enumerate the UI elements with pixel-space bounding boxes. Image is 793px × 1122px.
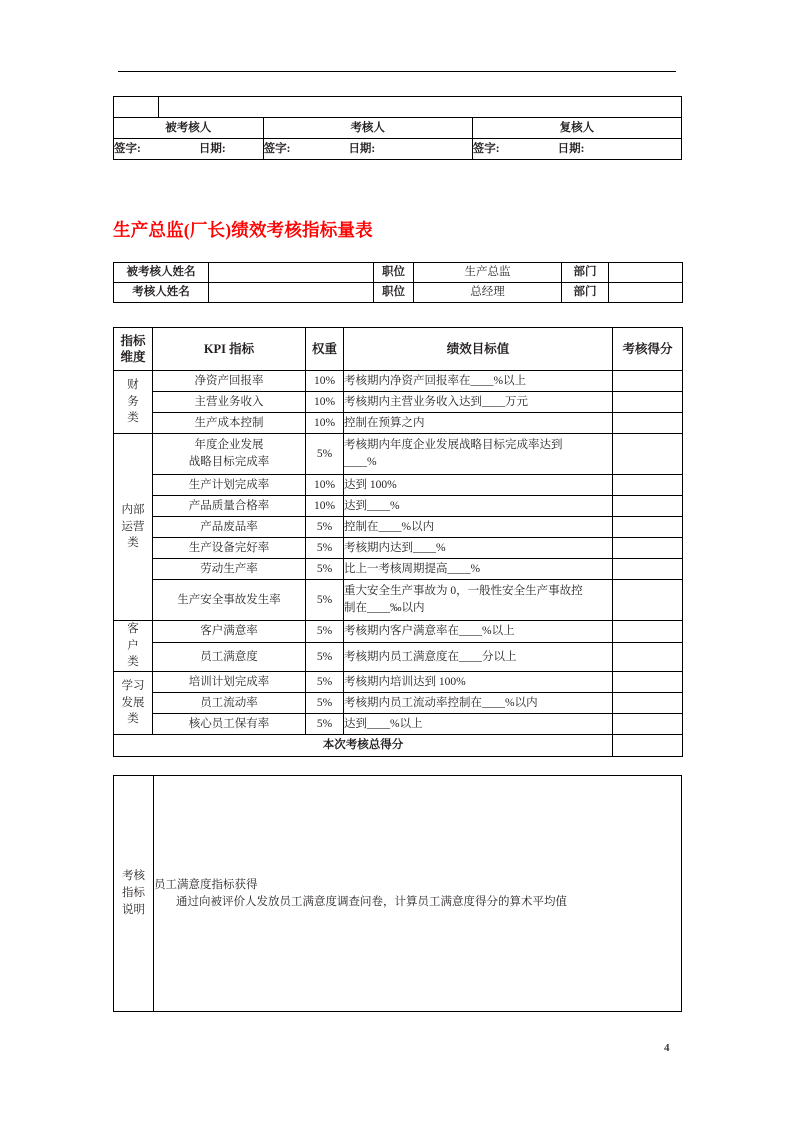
signature-table <box>113 96 682 160</box>
dimension-char: 户 <box>127 639 139 652</box>
appraisee-position-label: 职位 <box>374 263 414 283</box>
signature-fields-reviewer[interactable] <box>472 139 681 160</box>
assessment-notes-label <box>114 776 154 1012</box>
notes-label-char: 指标 <box>122 887 145 900</box>
kpi-name: 劳动生产率 <box>153 559 306 580</box>
column-header-dimension <box>114 328 153 371</box>
appraiser-department-label: 部门 <box>562 283 609 303</box>
kpi-score[interactable] <box>613 559 683 580</box>
dimension-char: 运营 <box>121 520 145 533</box>
table-row <box>114 580 683 621</box>
kpi-target-line1: 重大安全生产事故为 0，一般性安全生产事故控 <box>344 585 583 598</box>
signature-role-appraisee: 被考核人 <box>114 118 264 139</box>
kpi-weight: 5% <box>306 559 344 580</box>
signature-fields-row <box>114 139 682 160</box>
dimension-char: 学习 <box>121 680 145 692</box>
kpi-target: 达到____%以上 <box>344 714 613 735</box>
dimension-cell-internal-operations <box>114 434 153 621</box>
kpi-score[interactable] <box>613 621 683 643</box>
kpi-target: 考核期内客户满意率在____%以上 <box>344 621 613 643</box>
page-number: 4 <box>664 1042 670 1054</box>
dimension-cell-customer <box>114 621 153 672</box>
kpi-target-line2: 制在____‰以内 <box>344 602 425 614</box>
kpi-score[interactable] <box>613 413 683 434</box>
kpi-score[interactable] <box>613 580 683 621</box>
kpi-name: 员工满意度 <box>153 642 306 671</box>
dimension-cell-finance <box>114 371 153 434</box>
column-header-dimension-line1: 指标 <box>120 333 146 348</box>
kpi-score[interactable] <box>613 672 683 693</box>
date-label-reviewer: 日期: <box>557 142 585 155</box>
kpi-name: 产品质量合格率 <box>153 496 306 517</box>
total-score-row <box>114 735 683 757</box>
kpi-name: 主营业务收入 <box>153 392 306 413</box>
kpi-name <box>153 434 306 475</box>
column-header-kpi: KPI 指标 <box>153 328 306 371</box>
dimension-char: 内部 <box>121 503 145 516</box>
table-row <box>114 693 683 714</box>
appraisee-department-label: 部门 <box>562 263 609 283</box>
kpi-name: 生产计划完成率 <box>153 475 306 496</box>
kpi-name-line1: 年度企业发展 <box>194 439 264 452</box>
notes-heading: 员工满意度指标获得 <box>154 878 258 891</box>
kpi-target-line2: ____% <box>344 456 377 468</box>
notes-label-char: 考核 <box>122 870 145 883</box>
signature-role-row <box>114 118 682 139</box>
kpi-score[interactable] <box>613 538 683 559</box>
kpi-weight: 10% <box>306 413 344 434</box>
table-row <box>114 538 683 559</box>
kpi-target: 考核期内培训达到 100% <box>344 672 613 693</box>
kpi-name: 生产成本控制 <box>153 413 306 434</box>
appraisee-info-table <box>113 262 683 303</box>
table-row <box>114 371 683 392</box>
table-row <box>114 559 683 580</box>
table-row <box>114 621 683 643</box>
kpi-weight: 5% <box>306 517 344 538</box>
kpi-target <box>344 580 613 621</box>
signature-blank-row <box>114 97 682 118</box>
kpi-target: 考核期内达到____% <box>344 538 613 559</box>
notes-label-char: 说明 <box>122 903 145 916</box>
kpi-score[interactable] <box>613 693 683 714</box>
table-row <box>114 517 683 538</box>
kpi-target: 考核期内员工流动率控制在____%以内 <box>344 693 613 714</box>
kpi-name-line2: 战略目标完成率 <box>188 456 270 468</box>
header-rule <box>118 71 676 72</box>
kpi-weight: 5% <box>306 538 344 559</box>
column-header-target: 绩效目标值 <box>344 328 613 371</box>
signature-fields-appraiser[interactable] <box>263 139 472 160</box>
appraisee-position-value[interactable]: 生产总监 <box>414 263 562 283</box>
kpi-target: 考核期内员工满意度在____分以上 <box>344 642 613 671</box>
kpi-score[interactable] <box>613 475 683 496</box>
signature-fields-appraisee[interactable] <box>114 139 264 160</box>
dimension-char: 类 <box>127 656 139 669</box>
appraisee-name-label: 被考核人姓名 <box>114 263 209 283</box>
appraisee-name-value[interactable] <box>209 263 374 283</box>
total-score-label: 本次考核总得分 <box>114 735 613 757</box>
signature-blank-wide-cell <box>159 97 682 118</box>
dimension-char: 客 <box>127 623 139 635</box>
assessment-notes-table <box>113 775 682 1012</box>
kpi-target: 达到 100% <box>344 475 613 496</box>
appraisee-department-value[interactable] <box>609 263 683 283</box>
kpi-name: 生产安全事故发生率 <box>153 580 306 621</box>
column-header-weight: 权重 <box>306 328 344 371</box>
kpi-weight: 10% <box>306 496 344 517</box>
kpi-score[interactable] <box>613 434 683 475</box>
dimension-char: 财 <box>127 378 139 391</box>
kpi-name: 客户满意率 <box>153 621 306 643</box>
kpi-name: 净资产回报率 <box>153 371 306 392</box>
kpi-weight: 5% <box>306 434 344 475</box>
kpi-target: 控制在预算之内 <box>344 413 613 434</box>
kpi-target: 控制在____%以内 <box>344 517 613 538</box>
signature-label-appraiser: 签字: <box>263 142 291 155</box>
table-row <box>114 434 683 475</box>
table-row <box>114 672 683 693</box>
kpi-target: 考核期内净资产回报率在____%以上 <box>344 371 613 392</box>
kpi-name: 产品废品率 <box>153 517 306 538</box>
kpi-weight: 5% <box>306 621 344 643</box>
kpi-score[interactable] <box>613 392 683 413</box>
signature-role-reviewer: 复核人 <box>472 118 681 139</box>
dimension-cell-learning-growth <box>114 672 153 735</box>
date-label-appraiser: 日期: <box>348 142 376 155</box>
appraiser-department-value[interactable] <box>609 283 683 303</box>
page-title: 生产总监(厂长)绩效考核指标量表 <box>113 220 373 240</box>
kpi-weight: 5% <box>306 693 344 714</box>
kpi-target <box>344 434 613 475</box>
notes-paragraph: 通过向被评价人发放员工满意度调查问卷，计算员工满意度得分的算术平均值 <box>176 895 567 908</box>
kpi-assessment-table <box>113 327 683 757</box>
dimension-char: 务 <box>127 395 139 408</box>
kpi-weight: 5% <box>306 580 344 621</box>
kpi-score[interactable] <box>613 714 683 735</box>
table-row <box>114 776 682 1012</box>
appraiser-name-value[interactable] <box>209 283 374 303</box>
appraiser-position-value[interactable]: 总经理 <box>414 283 562 303</box>
kpi-weight: 10% <box>306 371 344 392</box>
table-row <box>114 714 683 735</box>
kpi-score[interactable] <box>613 517 683 538</box>
dimension-char: 发展 <box>121 696 145 709</box>
table-row <box>114 283 683 303</box>
kpi-weight: 5% <box>306 642 344 671</box>
signature-role-appraiser: 考核人 <box>263 118 472 139</box>
kpi-target: 考核期内主营业务收入达到____万元 <box>344 392 613 413</box>
kpi-score[interactable] <box>613 371 683 392</box>
kpi-name: 核心员工保有率 <box>153 714 306 735</box>
dimension-char: 类 <box>127 537 139 550</box>
kpi-score[interactable] <box>613 642 683 671</box>
dimension-char: 类 <box>127 412 139 425</box>
table-row <box>114 413 683 434</box>
appraiser-position-label: 职位 <box>374 283 414 303</box>
assessment-notes-body[interactable] <box>154 776 682 1012</box>
kpi-name: 培训计划完成率 <box>153 672 306 693</box>
kpi-weight: 5% <box>306 672 344 693</box>
kpi-header-row <box>114 328 683 371</box>
table-row <box>114 263 683 283</box>
kpi-target-line1: 考核期内年度企业发展战略目标完成率达到 <box>344 439 563 452</box>
column-header-dimension-line2: 维度 <box>120 350 146 364</box>
dimension-char: 类 <box>127 713 139 726</box>
kpi-weight: 10% <box>306 392 344 413</box>
kpi-target: 比上一考核周期提高____% <box>344 559 613 580</box>
table-row <box>114 392 683 413</box>
kpi-score[interactable] <box>613 496 683 517</box>
total-score-value[interactable] <box>613 735 683 757</box>
date-label-appraisee: 日期: <box>198 142 226 155</box>
kpi-weight: 10% <box>306 475 344 496</box>
appraiser-name-label: 考核人姓名 <box>114 283 209 303</box>
signature-blank-small-cell <box>114 97 159 118</box>
kpi-name: 生产设备完好率 <box>153 538 306 559</box>
signature-label-appraisee: 签字: <box>114 142 141 155</box>
kpi-name: 员工流动率 <box>153 693 306 714</box>
table-row <box>114 496 683 517</box>
kpi-weight: 5% <box>306 714 344 735</box>
kpi-target: 达到____% <box>344 496 613 517</box>
table-row <box>114 642 683 671</box>
column-header-score: 考核得分 <box>613 328 683 371</box>
signature-label-reviewer: 签字: <box>472 142 500 155</box>
table-row <box>114 475 683 496</box>
